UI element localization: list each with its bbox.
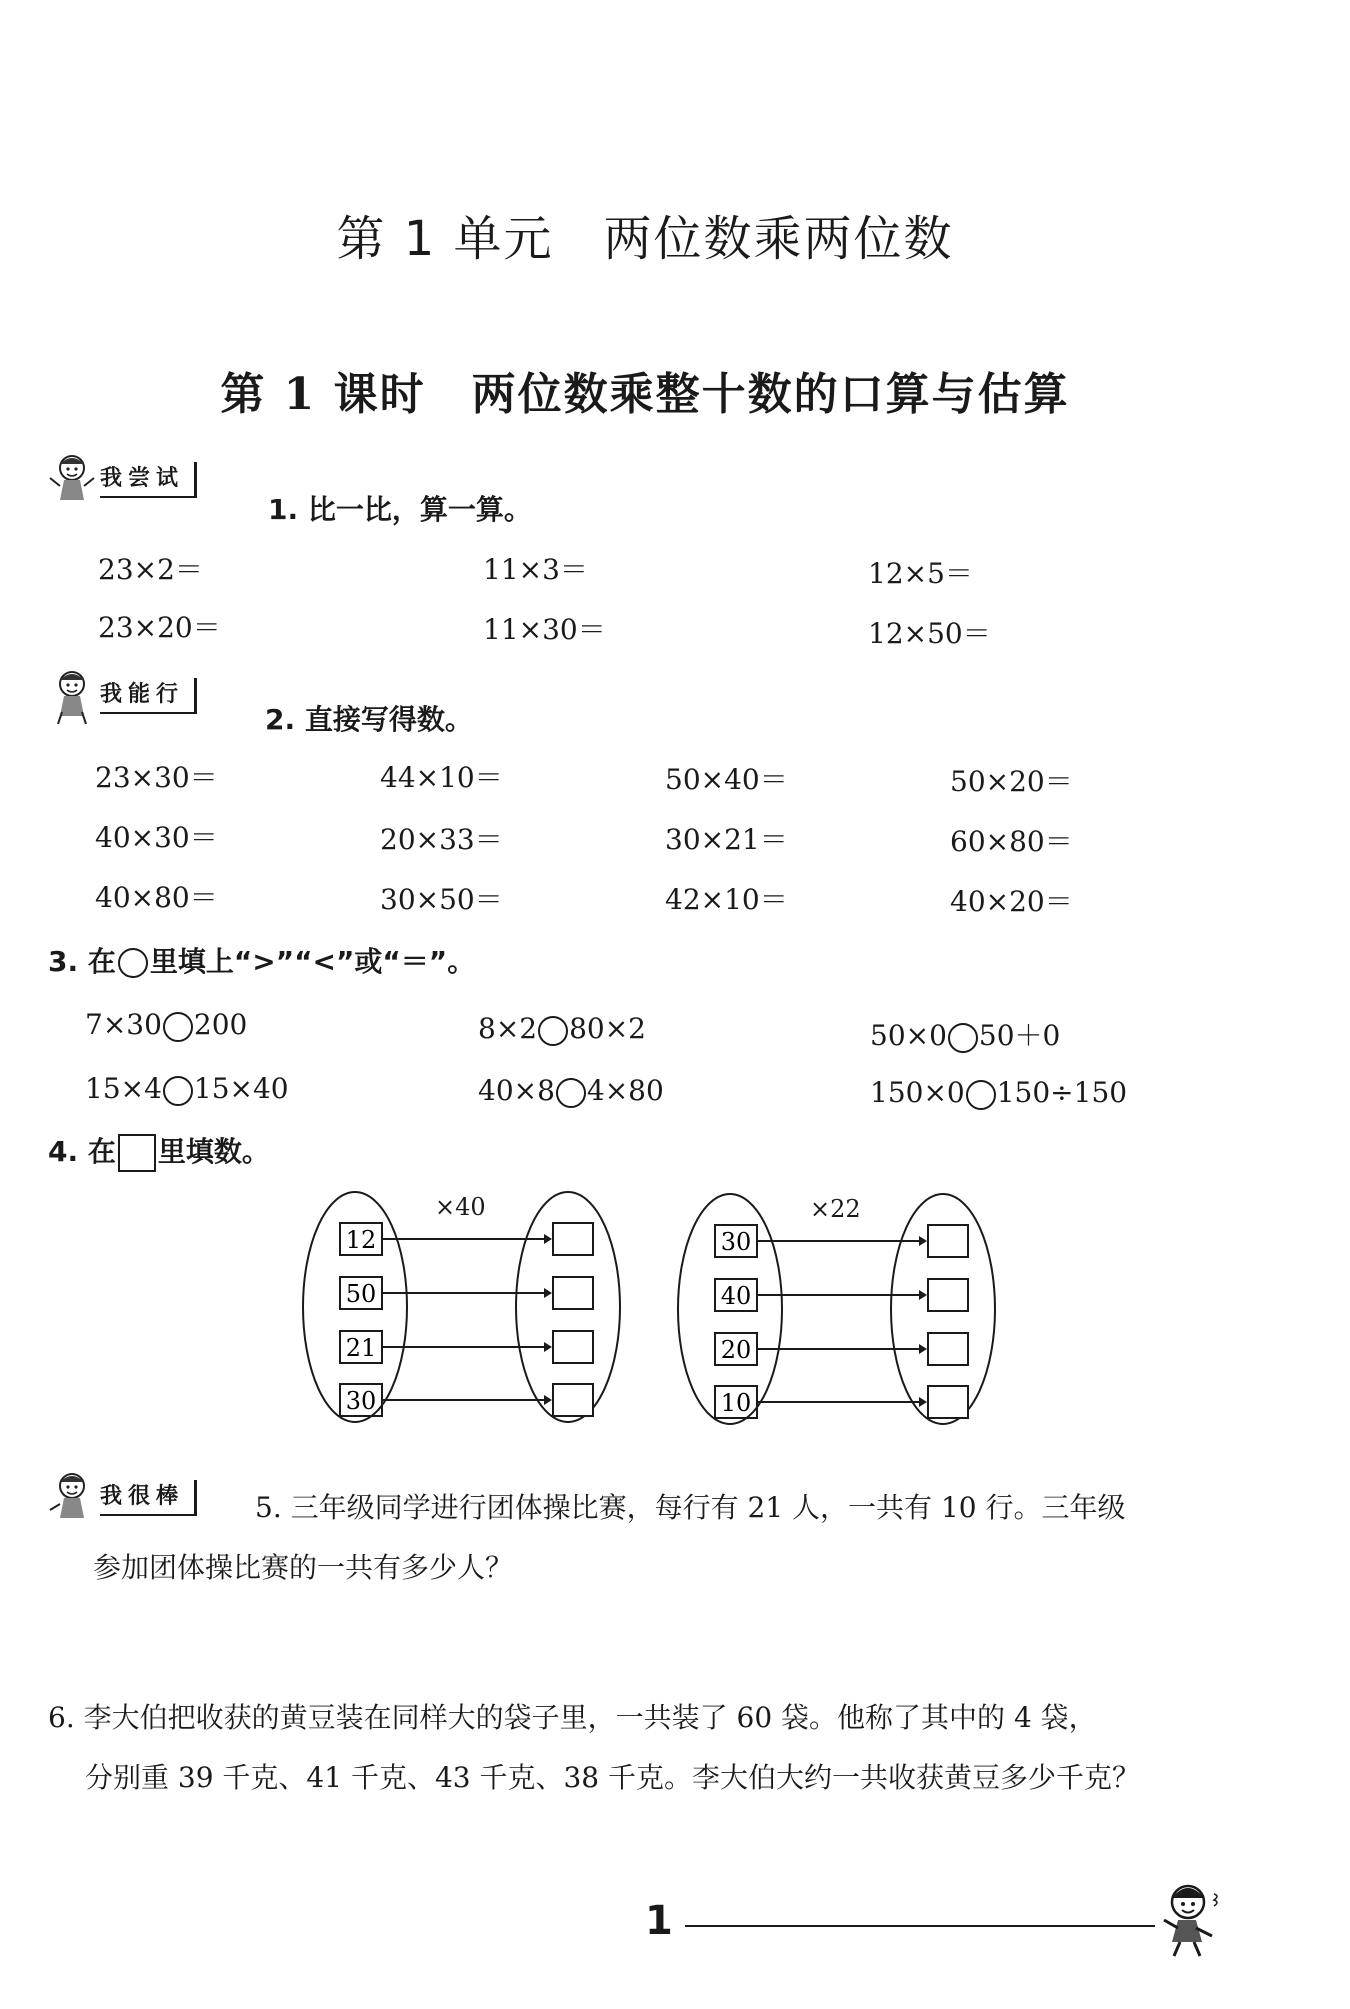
badge-can-label: 我能行 [100, 678, 197, 714]
q2-item: 44×10＝ [380, 761, 503, 794]
q3-right: 4×80 [586, 1074, 664, 1107]
q1-item: 12×50＝ [868, 617, 991, 650]
input-value: 12 [345, 1226, 377, 1254]
q2-item: 30×21＝ [665, 823, 788, 856]
q3-title [48, 940, 475, 980]
q3-left: 7×30 [85, 1008, 162, 1041]
q3-right: 80×2 [569, 1012, 646, 1045]
q1-title: 1. 比一比，算一算。 [268, 493, 532, 526]
q3-left: 50×0 [870, 1019, 947, 1052]
q3-title-prefix: 3. 在 [48, 945, 116, 978]
q3-item [478, 1074, 664, 1108]
compare-circle[interactable] [966, 1080, 996, 1110]
answer-box[interactable] [928, 1225, 968, 1257]
q3-left: 15×4 [85, 1072, 162, 1105]
q3-left: 8×2 [478, 1012, 538, 1045]
girl-mascot-icon [48, 452, 96, 508]
answer-box[interactable] [553, 1384, 593, 1416]
answer-box[interactable] [553, 1331, 593, 1363]
input-value: 30 [345, 1387, 377, 1415]
girl-mascot-icon [48, 1470, 96, 1526]
mapping-diagram-1 [300, 1185, 640, 1430]
q2-item: 42×10＝ [665, 883, 788, 916]
operator-label: ×22 [810, 1195, 861, 1223]
input-value: 21 [345, 1334, 377, 1362]
q2-item: 50×40＝ [665, 763, 788, 796]
q3-item [85, 1072, 289, 1106]
unit-title: 第 1 单元 两位数乘两位数 [336, 211, 954, 267]
arrowhead-icon [544, 1342, 552, 1352]
compare-circle[interactable] [163, 1076, 193, 1106]
q2-item: 50×20＝ [950, 765, 1073, 798]
arrowhead-icon [544, 1288, 552, 1298]
q2-item: 40×20＝ [950, 885, 1073, 918]
arrowhead-icon [544, 1395, 552, 1405]
q2-item: 20×33＝ [380, 823, 503, 856]
square-symbol-icon [118, 1134, 156, 1172]
mapping-diagram-2 [675, 1187, 1015, 1432]
input-value: 10 [720, 1389, 752, 1417]
q3-item [870, 1014, 1060, 1054]
input-value: 20 [720, 1336, 752, 1364]
compare-circle[interactable] [538, 1016, 568, 1046]
boy-mascot-icon [1158, 1880, 1228, 1960]
q6-line1: 6. 李大伯把收获的黄豆装在同样大的袋子里，一共装了 60 袋。他称了其中的 4 袋， [48, 1701, 1097, 1734]
q1-item: 23×2＝ [98, 553, 203, 586]
q3-left: 150×0 [870, 1076, 965, 1109]
mapping-row [340, 1223, 593, 1255]
lesson-title: 第 1 课时 两位数乘整十数的口算与估算 [220, 369, 1070, 420]
arrowhead-icon [919, 1344, 927, 1354]
q1-item: 23×20＝ [98, 611, 221, 644]
q3-right: 150÷150 [996, 1076, 1128, 1109]
q3-title-suffix: 里填上“>”“<”或“＝”。 [149, 945, 476, 978]
q3-right: 200 [193, 1008, 248, 1041]
arrowhead-icon [919, 1290, 927, 1300]
mapping-row [715, 1279, 968, 1311]
mapping-row [340, 1277, 593, 1309]
answer-box[interactable] [928, 1386, 968, 1418]
q5-line1: 5. 三年级同学进行团体操比赛，每行有 21 人，一共有 10 行。三年级 [255, 1491, 1126, 1524]
answer-box[interactable] [553, 1277, 593, 1309]
badge-can [48, 668, 197, 724]
girl-mascot-icon [48, 668, 96, 724]
q3-item [478, 1012, 646, 1046]
q4-title [48, 1130, 270, 1172]
operator-label: ×40 [435, 1193, 486, 1221]
q3-item [85, 1008, 247, 1042]
q1-item: 11×30＝ [483, 613, 606, 646]
q6-line2: 分别重 39 千克、41 千克、43 千克、38 千克。李大伯大约一共收获黄豆多少千克？ [85, 1761, 1141, 1794]
q3-item [870, 1076, 1127, 1110]
q3-right: 50＋0 [978, 1019, 1061, 1052]
q1-item: 12×5＝ [868, 557, 973, 590]
mapping-row [715, 1333, 968, 1365]
answer-box[interactable] [553, 1223, 593, 1255]
q2-item: 60×80＝ [950, 825, 1073, 858]
q3-left: 40×8 [478, 1074, 555, 1107]
badge-great-label: 我很棒 [100, 1480, 197, 1516]
badge-try-label: 我尝试 [100, 462, 197, 498]
q2-item: 30×50＝ [380, 883, 503, 916]
mapping-row [715, 1225, 968, 1257]
q2-item: 23×30＝ [95, 761, 218, 794]
q3-right: 15×40 [193, 1072, 289, 1105]
badge-great [48, 1470, 197, 1526]
arrowhead-icon [919, 1236, 927, 1246]
arrowhead-icon [919, 1397, 927, 1407]
compare-circle[interactable] [556, 1078, 586, 1108]
q2-item: 40×30＝ [95, 821, 218, 854]
answer-box[interactable] [928, 1333, 968, 1365]
footer-rule [685, 1925, 1155, 1927]
q4-title-suffix: 里填数。 [157, 1135, 270, 1168]
q2-item: 40×80＝ [95, 881, 218, 914]
page-number: 1 [645, 1898, 673, 1944]
q2-title: 2. 直接写得数。 [265, 703, 473, 736]
badge-try [48, 452, 197, 508]
circle-symbol-icon [118, 948, 148, 978]
mapping-row [340, 1331, 593, 1363]
compare-circle[interactable] [163, 1012, 193, 1042]
input-value: 40 [720, 1282, 752, 1310]
compare-circle[interactable] [948, 1023, 978, 1053]
q1-item: 11×3＝ [483, 553, 588, 586]
q4-title-prefix: 4. 在 [48, 1135, 116, 1168]
arrowhead-icon [544, 1234, 552, 1244]
q5-line2: 参加团体操比赛的一共有多少人？ [93, 1551, 514, 1584]
answer-box[interactable] [928, 1279, 968, 1311]
input-value: 50 [345, 1280, 377, 1308]
input-value: 30 [720, 1228, 752, 1256]
